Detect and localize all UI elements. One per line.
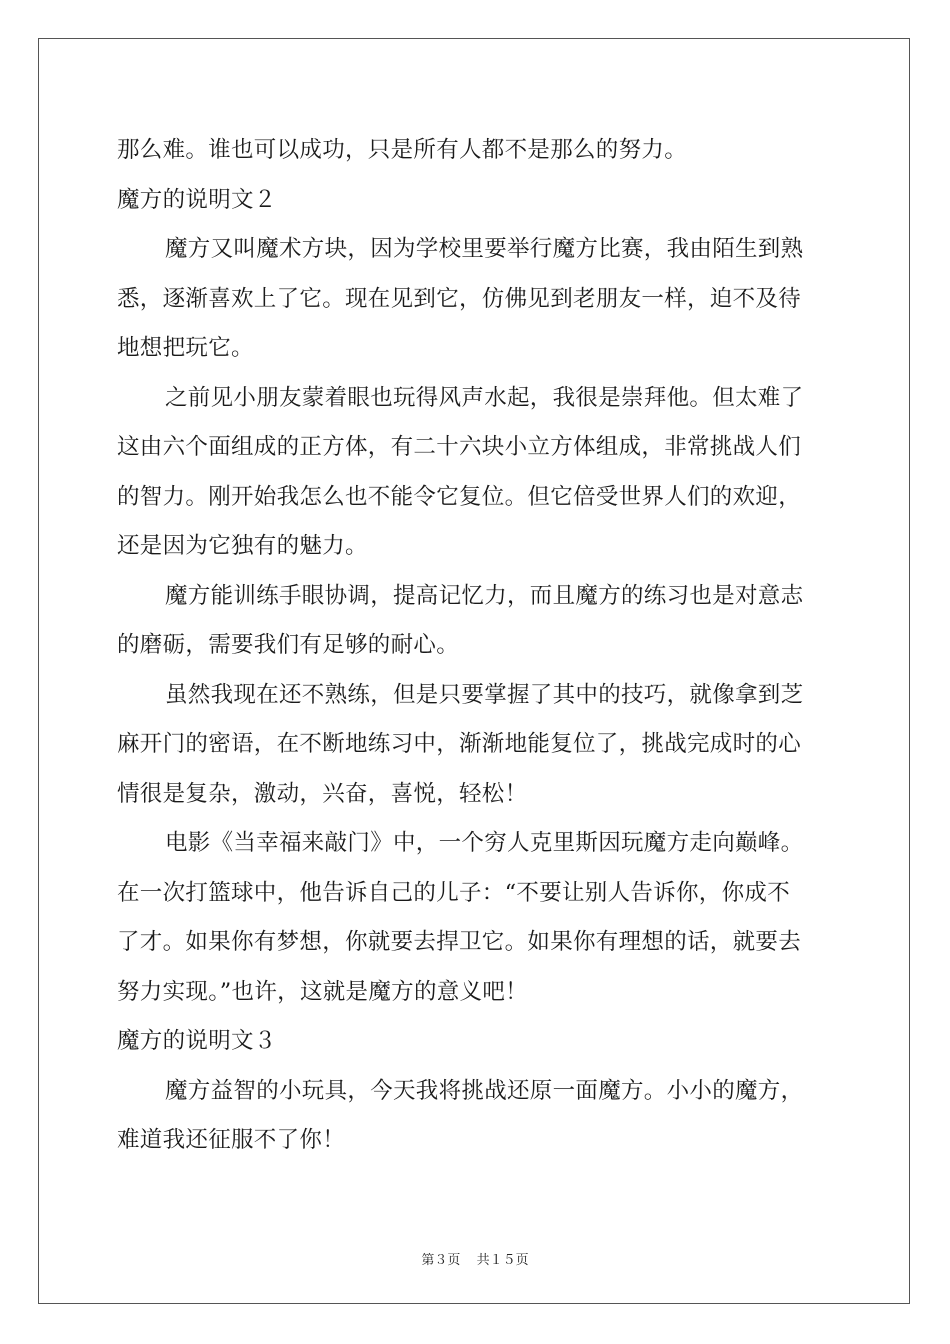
text-line: 的磨砺，需要我们有足够的耐心。 bbox=[117, 632, 460, 658]
text-line: 悉，逐渐喜欢上了它。现在见到它，仿佛见到老朋友一样，迫不及待 bbox=[117, 285, 802, 312]
text-line: 还是因为它独有的魅力。 bbox=[117, 533, 368, 559]
page-number: 第３页 bbox=[421, 1253, 461, 1268]
text-line: 难道我还征服不了你！ bbox=[117, 1127, 346, 1153]
paragraph-start-line: 虽然我现在还不熟练，但是只要掌握了其中的技巧，就像拿到芝 bbox=[165, 681, 804, 708]
text-line: 情很是复杂，激动，兴奋，喜悦，轻松！ bbox=[117, 780, 528, 807]
text-line: 麻开门的密语，在不断地练习中，渐渐地能复位了，挑战完成时的心 bbox=[117, 731, 802, 757]
paragraph-start-line: 电影《当幸福来敲门》中，一个穷人克里斯因玩魔方走向巅峰。 bbox=[165, 830, 804, 856]
paragraph-start-line: 之前见小朋友蒙着眼也玩得风声水起，我很是崇拜他。但太难了 bbox=[165, 384, 804, 411]
section-heading: 魔方的说明文２ bbox=[117, 186, 277, 213]
paragraph-start-line: 魔方能训练手眼协调，提高记忆力，而且魔方的练习也是对意志 bbox=[165, 582, 804, 609]
text-line: 的智力。刚开始我怎么也不能令它复位。但它倍受世界人们的欢迎， bbox=[117, 483, 802, 510]
text-line: 那么难。谁也可以成功，只是所有人都不是那么的努力。 bbox=[117, 137, 688, 163]
paragraph-start-line: 魔方益智的小玩具，今天我将挑战还原一面魔方。小小的魔方， bbox=[165, 1077, 804, 1104]
text-line: 努力实现。”也许，这就是魔方的意义吧！ bbox=[117, 978, 528, 1005]
text-line: 在一次打篮球中，他告诉自己的儿子：“不要让别人告诉你，你成不 bbox=[117, 879, 791, 906]
text-line: 这由六个面组成的正方体，有二十六块小立方体组成，非常挑战人们 bbox=[117, 434, 802, 460]
text-line: 了才。如果你有梦想，你就要去捍卫它。如果你有理想的话，就要去 bbox=[117, 929, 802, 955]
page-footer bbox=[0, 1249, 950, 1268]
document-body bbox=[117, 126, 837, 1166]
section-heading: 魔方的说明文３ bbox=[117, 1028, 277, 1054]
paragraph-start-line: 魔方又叫魔术方块，因为学校里要举行魔方比赛，我由陌生到熟 bbox=[165, 236, 804, 262]
page-total: 共１５页 bbox=[476, 1253, 529, 1268]
text-line: 地想把玩它。 bbox=[117, 335, 254, 361]
